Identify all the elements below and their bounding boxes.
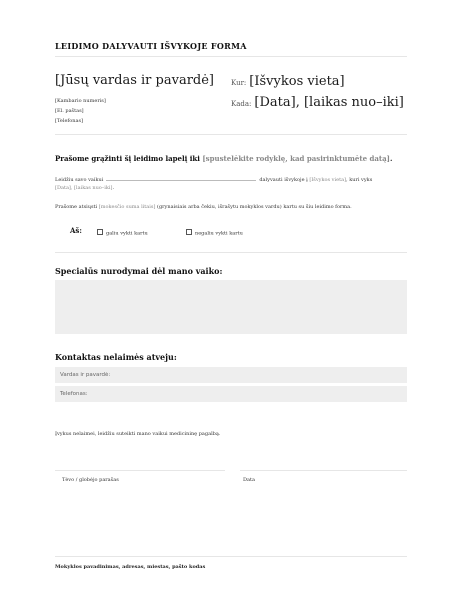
signature-line[interactable]	[55, 470, 225, 471]
checkbox-icon[interactable]	[186, 229, 192, 235]
emergency-name-field[interactable]: Vardas ir pavardė:	[55, 367, 407, 383]
trip-location-row	[231, 74, 345, 89]
title-divider	[55, 56, 407, 57]
when-label: Kada:	[231, 100, 252, 108]
checkbox-icon[interactable]	[97, 229, 103, 235]
permission-sentence-line2: [Data], [laikas nuo–iki].	[55, 185, 115, 191]
email-field[interactable]: [El. paštas]	[55, 108, 84, 114]
section-divider	[55, 252, 407, 253]
special-instructions-heading: Specialūs nurodymai dėl mano vaiko:	[55, 266, 223, 276]
header-divider	[55, 134, 407, 135]
child-name-blank[interactable]	[106, 175, 256, 181]
room-number-field[interactable]: [Kambario numeris]	[55, 98, 106, 104]
where-label: Kur:	[231, 79, 247, 87]
trip-location-field[interactable]: [Išvykos vieta]	[249, 74, 345, 89]
parent-name-field[interactable]: [Jūsų vardas ir pavardė]	[55, 73, 214, 88]
school-address-footer[interactable]: Mokyklos pavadinimas, adresas, miestas, pašto kodas	[55, 564, 206, 570]
return-date-picker[interactable]: [spustelėkite rodyklę, kad pasirinktumėte datą]	[202, 154, 390, 163]
footer-divider	[55, 556, 407, 557]
emergency-phone-field[interactable]: Telefonas:	[55, 386, 407, 402]
special-instructions-area[interactable]	[55, 280, 407, 334]
signature-label: Tėvo / globėjo parašas	[62, 477, 119, 483]
permission-sentence-line1: Leidžiu savo vaikui dalyvauti išvykoje į [Išvykos vieta], kuri vyks	[55, 177, 373, 183]
as-label: Aš:	[70, 226, 82, 235]
option-can-attend[interactable]: galiu vykti kartu	[97, 229, 148, 237]
fee-amount-field[interactable]: [mokesčio suma litais]	[98, 204, 156, 210]
form-title: LEIDIMO DALYVAUTI IŠVYKOJE FORMA	[55, 41, 247, 51]
trip-location-ref[interactable]: [Išvykos vieta]	[309, 177, 347, 183]
payment-sentence: Prašome atsiųsti [mokesčio suma litais] (grynaisiais arba čekiu, išrašytu mokyklos vardu) kartu su šiu leidimo forma.	[55, 204, 352, 210]
trip-time-row	[231, 95, 404, 110]
trip-time-field[interactable]: [Data], [laikas nuo–iki]	[254, 95, 404, 110]
date-label: Data	[243, 477, 255, 483]
emergency-contact-heading: Kontaktas nelaimės atveju:	[55, 352, 177, 362]
medical-consent: Įvykus nelaimei, leidžiu suteikti mano vaikui medicininę pagalbą.	[55, 431, 221, 437]
return-instruction: Prašome grąžinti šį leidimo lapelį iki [spustelėkite rodyklę, kad pasirinktumėte datą].	[55, 154, 393, 163]
phone-field[interactable]: [Telefonas]	[55, 118, 83, 124]
trip-time-ref[interactable]: [Data], [laikas nuo–iki]	[55, 185, 113, 191]
option-cannot-attend[interactable]: negaliu vykti kartu	[186, 229, 243, 237]
date-line[interactable]	[240, 470, 407, 471]
